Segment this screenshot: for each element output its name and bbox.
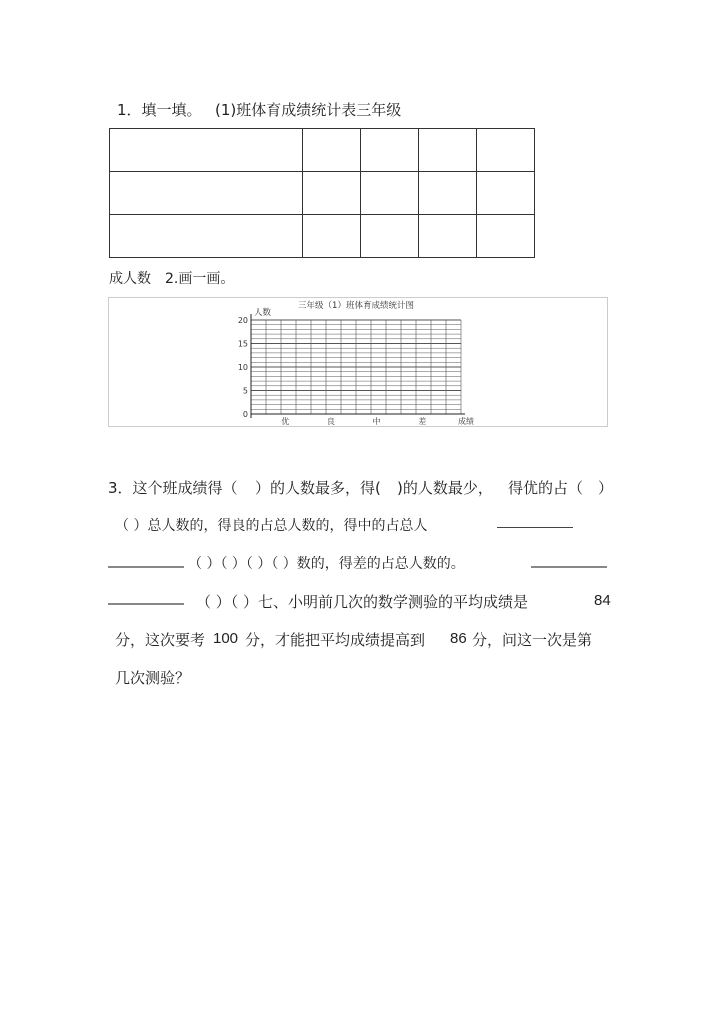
q7-line2-c: 分，问这一次是第 (472, 631, 593, 649)
y-tick-label: 0 (242, 410, 248, 419)
q2-label: 2.画一画。 (165, 271, 235, 287)
q7-line2-a: 分，这次要考 (115, 631, 206, 649)
x-category-label: 中 (372, 417, 381, 426)
blank-underline (531, 566, 607, 568)
y-tick-label: 15 (237, 339, 248, 349)
q7-line3: 几次测验？ (115, 669, 191, 687)
chart-xlabel: 成绩 (458, 417, 474, 426)
q3-line1-e: ） (598, 479, 614, 497)
y-tick-label: 10 (237, 363, 248, 372)
q7-target-score: 100 (213, 630, 239, 647)
q3-line1-b: ）的人数最多，得( (255, 479, 381, 497)
q7-new-avg: 86 (450, 630, 467, 647)
q3-line1-c: )的人数最少， (397, 479, 493, 497)
q3-line3: （ ）（ ）（ ）（ ）数的，得差的占总人数的。 (188, 556, 465, 572)
blank-underline (497, 527, 573, 528)
x-category-label: 差 (418, 417, 427, 426)
q3-line1-a: 3．这个班成绩得（ (108, 479, 238, 497)
q7-line2-b: 分，才能把平均成绩提高到 (245, 631, 426, 649)
q1-subtitle: (1)班体育成绩统计表三年级 (215, 101, 402, 119)
blank-underline (108, 566, 184, 568)
y-tick-label: 20 (237, 316, 248, 325)
q1-label: 1．填一填。 (117, 101, 202, 119)
q7-line1: （ ）（ ）七、小明前几次的数学测验的平均成绩是 (196, 593, 529, 611)
q7-avg-score: 84 (594, 592, 611, 609)
x-category-label: 优 (281, 417, 290, 426)
blank-underline (108, 603, 184, 605)
q3-line1-d: 得优的占（ (508, 479, 584, 497)
x-category-label: 良 (326, 417, 335, 426)
chart-title: 三年级（1）班体育成绩统计图 (298, 301, 414, 311)
q3-line2: （ ）总人数的，得良的占总人数的，得中的占总人 (115, 518, 428, 534)
y-tick-label: 5 (242, 386, 248, 396)
chart-ylabel: 人数 (254, 308, 272, 318)
q1-tail-text: 成人数 (109, 271, 151, 287)
